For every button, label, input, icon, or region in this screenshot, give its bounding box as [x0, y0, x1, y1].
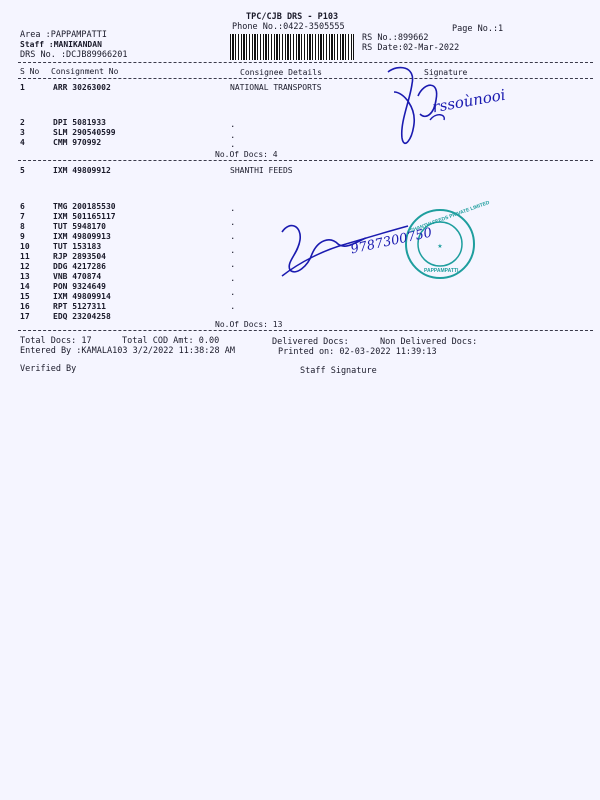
non-delivered-docs: Non Delivered Docs:: [380, 337, 478, 347]
row-consignment: EDQ 23204258: [53, 312, 111, 321]
ditto-dot: .: [230, 131, 236, 141]
row-sno: 3: [20, 128, 25, 137]
stamp-place: PAPPAMPATTI: [424, 268, 459, 274]
row-sno: 10: [20, 242, 30, 251]
total-docs: Total Docs: 17: [20, 336, 92, 346]
row-consignment: DPI 5081933: [53, 118, 106, 127]
row-sno: 7: [20, 212, 25, 221]
ditto-dot: .: [230, 288, 236, 298]
phone-number: Phone No.:0422-3505555: [232, 22, 345, 32]
total-cod-amount: Total COD Amt: 0.00: [122, 336, 220, 346]
ditto-dot: .: [230, 260, 236, 270]
ditto-dot: .: [230, 204, 236, 214]
row-sno: 8: [20, 222, 25, 231]
row-consignment: PON 9324649: [53, 282, 106, 291]
row-sno: 13: [20, 272, 30, 281]
row-sno: 11: [20, 252, 30, 261]
report-title: TPC/CJB DRS - P103: [246, 12, 339, 22]
stamp-center-mark: ★: [437, 244, 443, 250]
row-sno: 16: [20, 302, 30, 311]
handwritten-phone-note: rssoùnooi: [430, 85, 507, 117]
verified-by-label: Verified By: [20, 364, 77, 374]
row-consignment: CMM 970992: [53, 138, 102, 147]
row-consignment: TUT 5948170: [53, 222, 106, 231]
col-header-consignment: Consignment No: [51, 67, 119, 76]
col-header-consignee: Consignee Details: [240, 68, 322, 77]
row-consignment: IXM 49809912: [53, 166, 111, 175]
row-consignee: NATIONAL TRANSPORTS: [230, 83, 322, 92]
ditto-dot: .: [230, 302, 236, 312]
stamp-text: SHANTHI FEEDS PRIVATE LIMITED: [409, 199, 491, 235]
area-label: Area :PAPPAMPATTI: [20, 30, 107, 40]
col-header-sno: S No: [20, 67, 40, 76]
staff-signature-label: Staff Signature: [300, 366, 377, 376]
handwritten-number-note: 9787300750: [349, 225, 434, 258]
row-consignment: TMG 200185530: [53, 202, 116, 211]
row-sno: 12: [20, 262, 30, 271]
entered-by: Entered By :KAMALA103 3/2/2022 11:38:28 AM: [20, 346, 235, 356]
row-consignment: ARR 30263002: [53, 83, 111, 92]
rs-number: RS No.:899662: [362, 33, 429, 43]
row-consignment: VNB 470874: [53, 272, 102, 281]
row-sno: 14: [20, 282, 30, 291]
row-sno: 4: [20, 138, 25, 147]
col-header-signature: Signature: [424, 68, 468, 77]
ditto-dot: .: [230, 274, 236, 284]
row-sno: 5: [20, 166, 25, 175]
staff-label: Staff :MANIKANDAN: [20, 40, 102, 49]
printed-on: Printed on: 02-03-2022 11:39:13: [278, 347, 437, 357]
row-sno: 2: [20, 118, 25, 127]
docs-count: No.Of Docs: 13: [215, 320, 283, 329]
row-consignment: IXM 49809913: [53, 232, 111, 241]
row-sno: 1: [20, 83, 25, 92]
page-number: Page No.:1: [452, 24, 504, 34]
row-consignment: DDG 4217286: [53, 262, 106, 271]
row-sno: 17: [20, 312, 30, 321]
row-consignee: SHANTHI FEEDS: [230, 166, 293, 175]
ditto-dot: .: [230, 246, 236, 256]
ditto-dot: .: [230, 232, 236, 242]
row-consignment: IXM 501165117: [53, 212, 116, 221]
row-consignment: RJP 2893504: [53, 252, 106, 261]
docs-count: No.Of Docs: 4: [215, 150, 278, 159]
ditto-dot: .: [230, 120, 236, 130]
rs-date: RS Date:02-Mar-2022: [362, 43, 460, 53]
row-sno: 15: [20, 292, 30, 301]
row-sno: 6: [20, 202, 25, 211]
signature-stroke: [388, 68, 414, 144]
row-sno: 9: [20, 232, 25, 241]
row-consignment: RPT 5127311: [53, 302, 106, 311]
row-consignment: SLM 290540599: [53, 128, 116, 137]
row-consignment: IXM 49809914: [53, 292, 111, 301]
ditto-dot: .: [230, 140, 236, 150]
ditto-dot: .: [230, 218, 236, 228]
delivered-docs: Delivered Docs:: [272, 337, 349, 347]
drs-number: DRS No. :DCJB89966201: [20, 50, 128, 60]
row-consignment: TUT 153183: [53, 242, 102, 251]
